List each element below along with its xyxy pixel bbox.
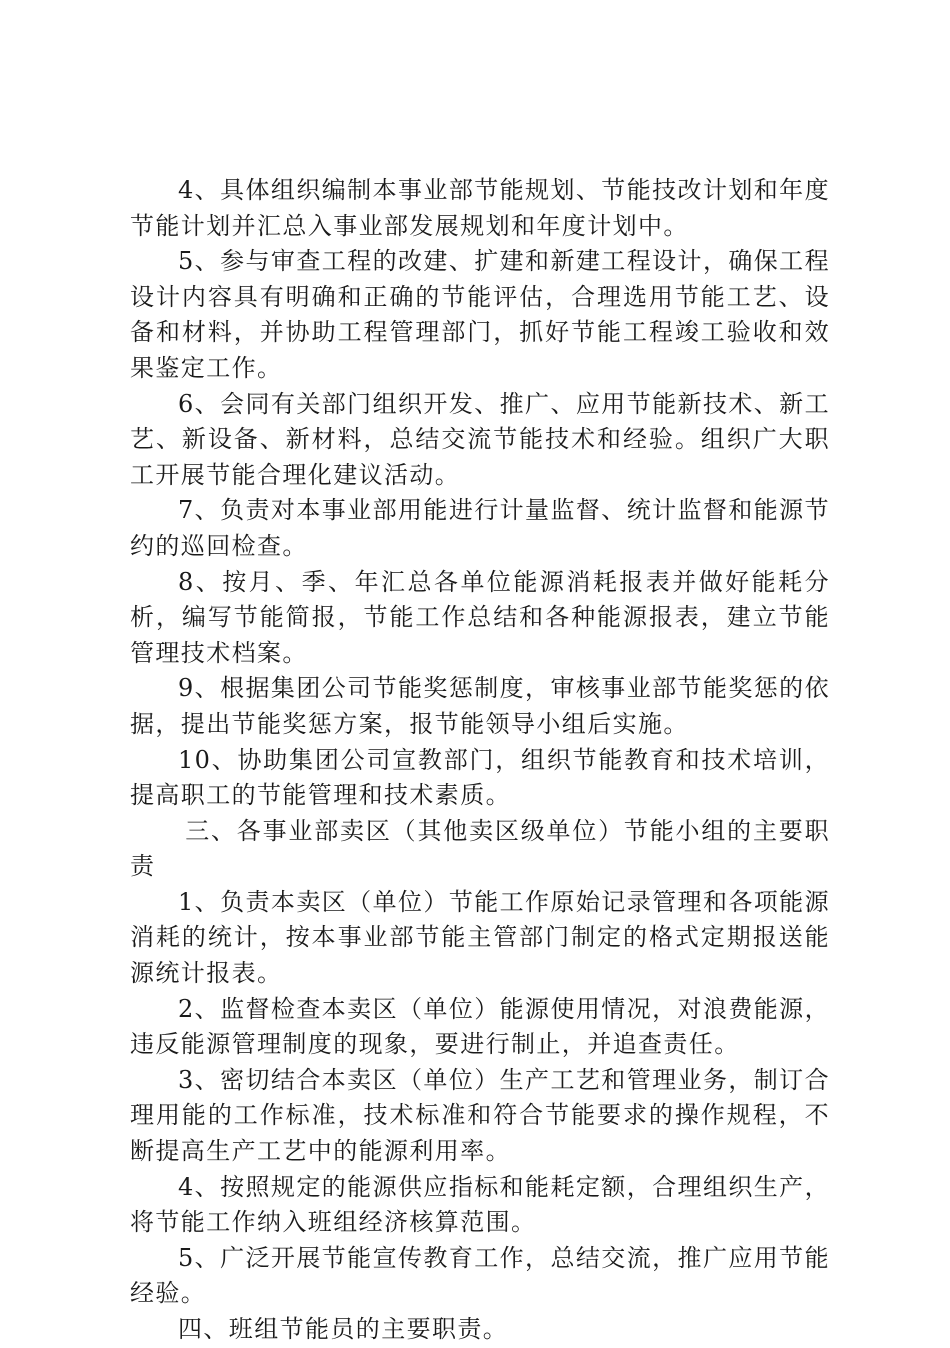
paragraph-item-2-inspection: 2、监督检查本卖区（单位）能源使用情况，对浪费能源，违反能源管理制度的现象，要进行制止，并追查责任。	[130, 994, 830, 1059]
paragraph-item-3-standards: 3、密切结合本卖区（单位）生产工艺和管理业务，制订合理用能的工作标准，技术标准和符合节能要求的操作规程，不断提高生产工艺中的能源利用率。	[130, 1065, 830, 1166]
document-body	[130, 173, 830, 1348]
paragraph-item-5-design-review: 5、参与审查工程的改建、扩建和新建工程设计，确保工程设计内容具有明确和正确的节能评估，合理选用节能工艺、设备和材料，并协助工程管理部门，抓好节能工程竣工验收和效果鉴定工作。	[130, 247, 830, 382]
paragraph-item-4-production: 4、按照规定的能源供应指标和能耗定额，合理组织生产，将节能工作纳入班组经济核算范围。	[130, 1172, 830, 1237]
paragraph-item-9-rewards: 9、根据集团公司节能奖惩制度，审核事业部节能奖惩的依据，提出节能奖惩方案，报节能领导小组后实施。	[130, 674, 830, 738]
paragraph-item-8-reports: 8、按月、季、年汇总各单位能源消耗报表并做好能耗分析，编写节能简报，节能工作总结和各种能源报表，建立节能管理技术档案。	[130, 567, 830, 667]
section-heading-4: 四、班组节能员的主要职责。	[178, 1315, 509, 1343]
paragraph-item-1-records: 1、负责本卖区（单位）节能工作原始记录管理和各项能源消耗的统计，按本事业部节能主管部门制定的格式定期报送能源统计报表。	[130, 887, 830, 988]
paragraph-item-7-supervision: 7、负责对本事业部用能进行计量监督、统计监督和能源节约的巡回检查。	[130, 496, 830, 560]
paragraph-item-4-planning: 4、具体组织编制本事业部节能规划、节能技改计划和年度节能计划并汇总入事业部发展规划和年度计划中。	[130, 176, 830, 240]
section-heading-3: 三、各事业部卖区（其他卖区级单位）节能小组的主要职责	[130, 816, 830, 881]
paragraph-item-6-new-technology: 6、会同有关部门组织开发、推广、应用节能新技术、新工艺、新设备、新材料，总结交流节能技术和经验。组织广大职工开展节能合理化建议活动。	[130, 389, 830, 489]
paragraph-item-10-training: 10、协助集团公司宣教部门，组织节能教育和技术培训，提高职工的节能管理和技术素质。	[130, 745, 830, 810]
paragraph-item-5-publicity: 5、广泛开展节能宣传教育工作，总结交流，推广应用节能经验。	[130, 1243, 830, 1308]
